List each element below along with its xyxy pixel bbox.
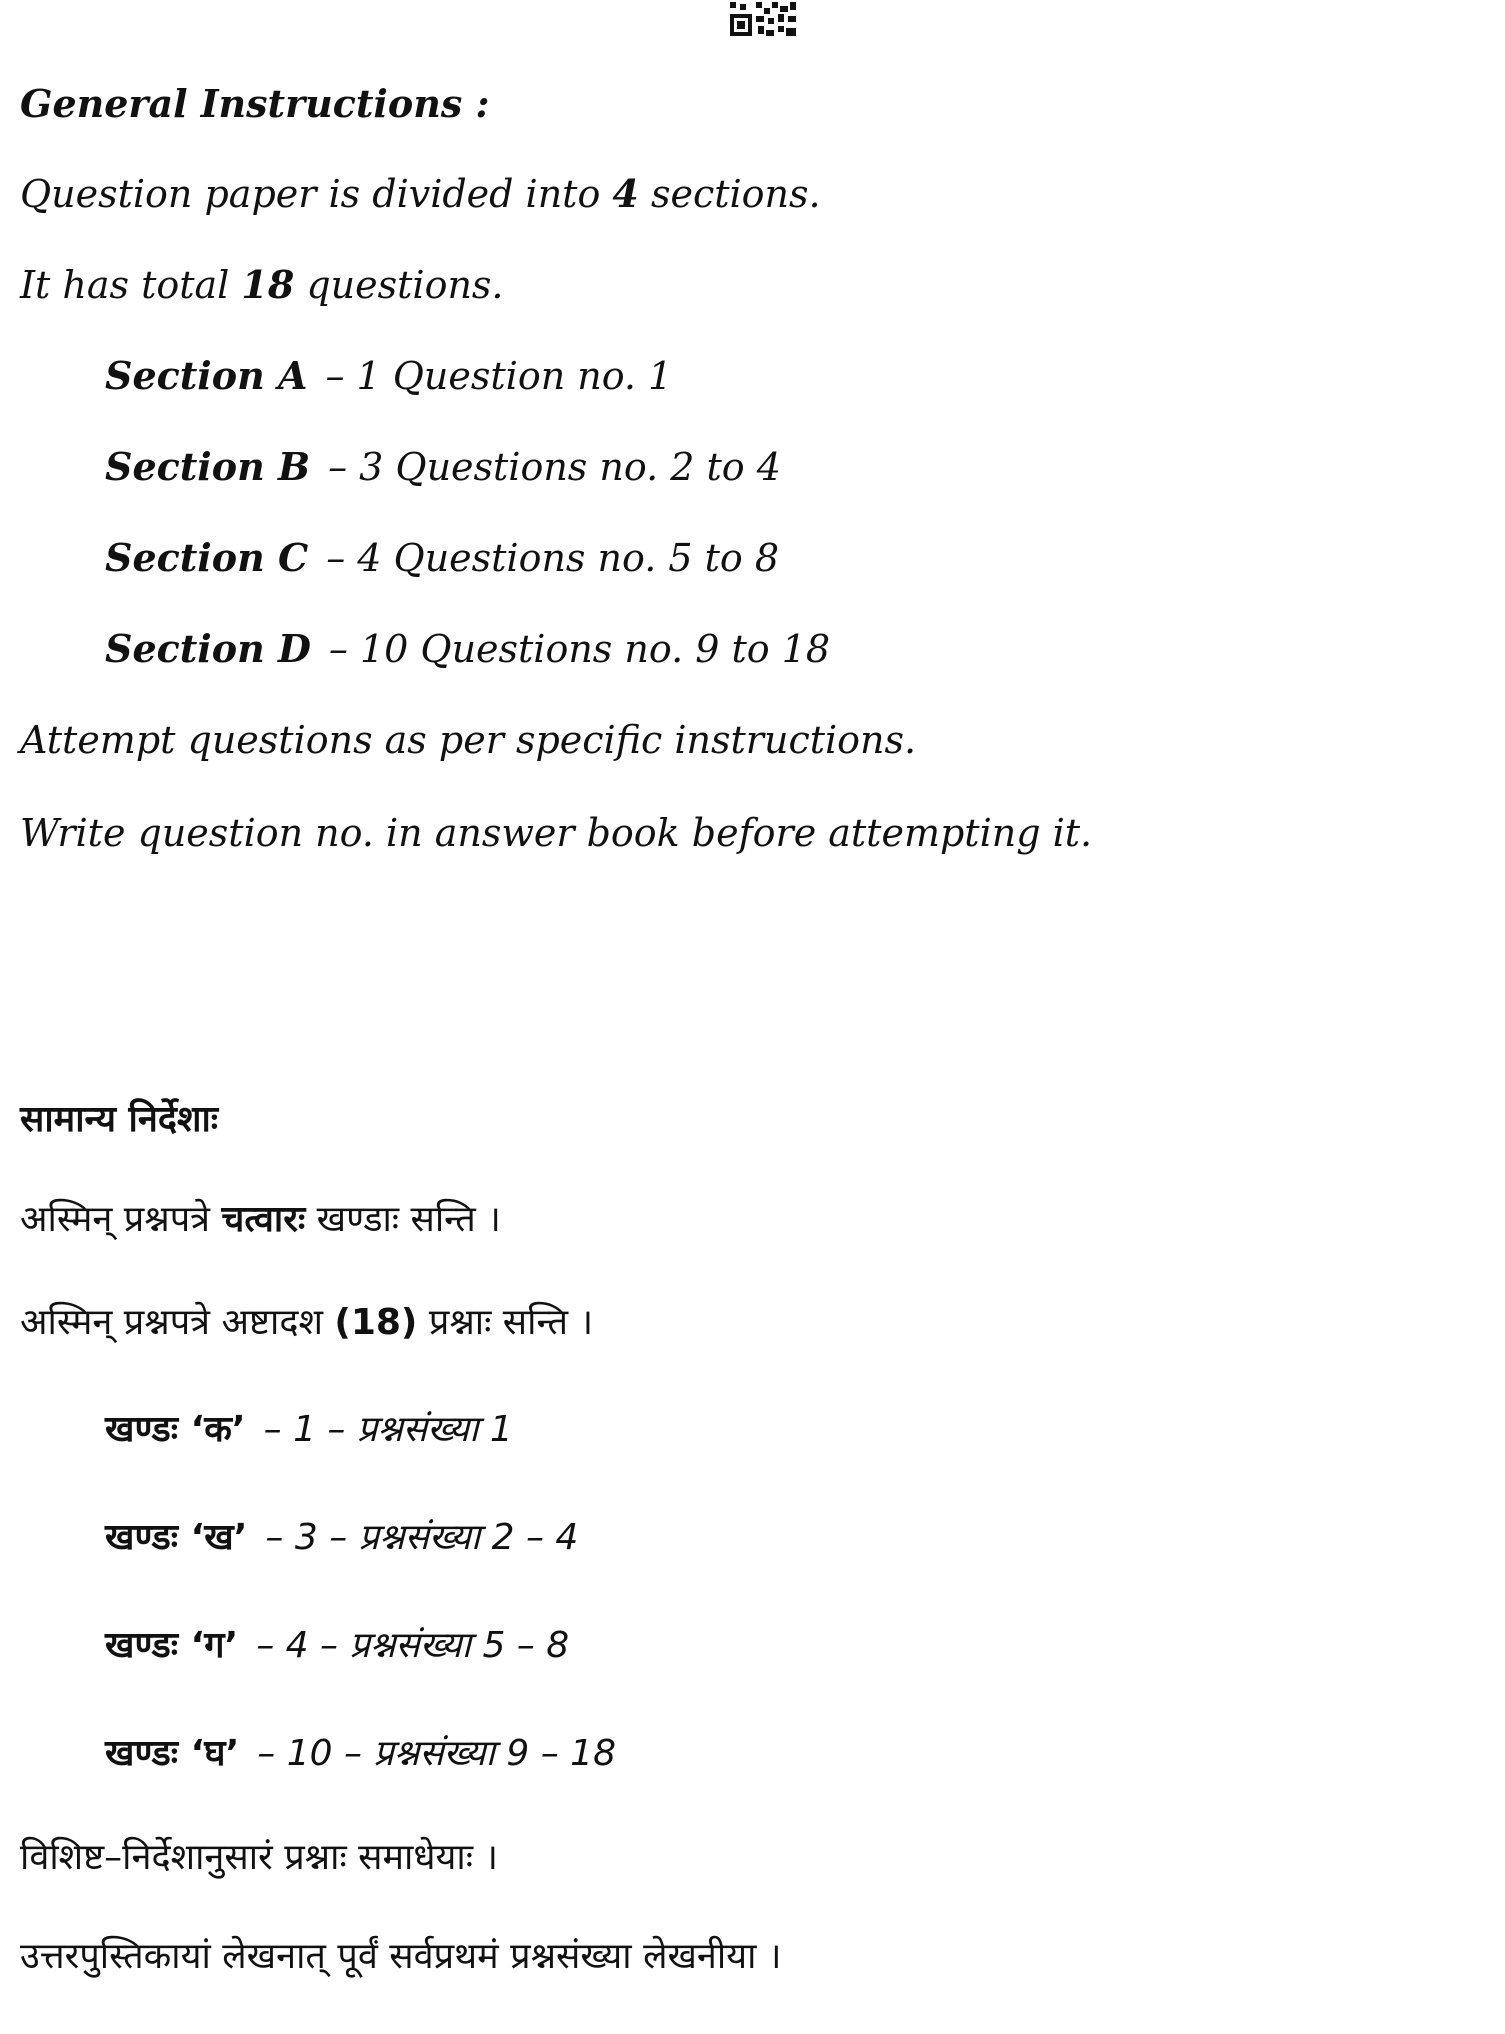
- section-detail: – 10 Questions no. 9 to 18: [328, 627, 831, 671]
- text: sections.: [638, 172, 821, 216]
- section-label: खण्डः ‘ग’: [105, 1625, 239, 1666]
- section-label: Section D: [105, 626, 311, 671]
- text-bold: 4: [612, 171, 639, 216]
- text: अस्मिन् प्रश्नपत्रे: [20, 1199, 222, 1240]
- english-heading: General Instructions :: [20, 81, 490, 126]
- sanskrit-section-row-kha: [105, 1514, 578, 1562]
- text: questions.: [294, 263, 504, 307]
- section-detail: – 3 Questions no. 2 to 4: [328, 445, 781, 489]
- section-label: खण्डः ‘क’: [105, 1409, 246, 1450]
- text: प्रश्नाः सन्ति ।: [417, 1302, 594, 1343]
- text: It has total: [20, 263, 242, 307]
- instruction-sections-count: [20, 170, 821, 218]
- sanskrit-section-row-ka: [105, 1406, 513, 1454]
- sanskrit-heading: सामान्य निर्देशाः: [20, 1099, 219, 1140]
- sanskrit-section-row-ga: [105, 1622, 569, 1670]
- section-label: खण्डः ‘ख’: [105, 1517, 248, 1558]
- section-row-a: [105, 352, 672, 400]
- section-label: Section B: [105, 444, 311, 489]
- text: Question paper is divided into: [20, 172, 613, 216]
- instruction-questions-count: [20, 261, 504, 309]
- section-row-d: [105, 625, 830, 673]
- sanskrit-section-row-gha: [105, 1730, 616, 1778]
- section-detail: – 1 – प्रश्नसंख्या 1: [263, 1409, 513, 1450]
- section-label: Section C: [105, 535, 309, 580]
- section-detail: – 10 – प्रश्नसंख्या 9 – 18: [257, 1733, 616, 1774]
- text-bold: (18): [334, 1302, 418, 1343]
- sanskrit-write-question-no: उत्तरपुस्तिकायां लेखनात् पूर्वं सर्वप्रथमं प्रश्नसंख्या लेखनीया ।: [20, 1936, 782, 1977]
- section-row-c: [105, 534, 779, 582]
- section-label: खण्डः ‘घ’: [105, 1733, 240, 1774]
- qr-code-icon: [728, 0, 800, 40]
- text-bold: 18: [241, 262, 295, 307]
- section-label: Section A: [105, 353, 308, 398]
- section-row-b: [105, 443, 781, 491]
- sanskrit-attempt: विशिष्ट–निर्देशानुसारं प्रश्नाः समाधेयाः ।: [20, 1837, 499, 1878]
- text-bold: चत्वारः: [221, 1199, 306, 1240]
- text: खण्डाः सन्ति ।: [305, 1199, 501, 1240]
- instruction-attempt: Attempt questions as per specific instructions.: [20, 718, 917, 762]
- section-detail: – 4 – प्रश्नसंख्या 5 – 8: [256, 1625, 570, 1666]
- sanskrit-questions-count: [20, 1299, 593, 1347]
- section-detail: – 4 Questions no. 5 to 8: [326, 536, 780, 580]
- section-detail: – 1 Question no. 1: [325, 354, 673, 398]
- text: अस्मिन् प्रश्नपत्रे अष्टादश: [20, 1302, 335, 1343]
- section-detail: – 3 – प्रश्नसंख्या 2 – 4: [265, 1517, 579, 1558]
- sanskrit-sections-count: [20, 1196, 501, 1244]
- instruction-write-question-no: Write question no. in answer book before attempting it.: [20, 811, 1093, 855]
